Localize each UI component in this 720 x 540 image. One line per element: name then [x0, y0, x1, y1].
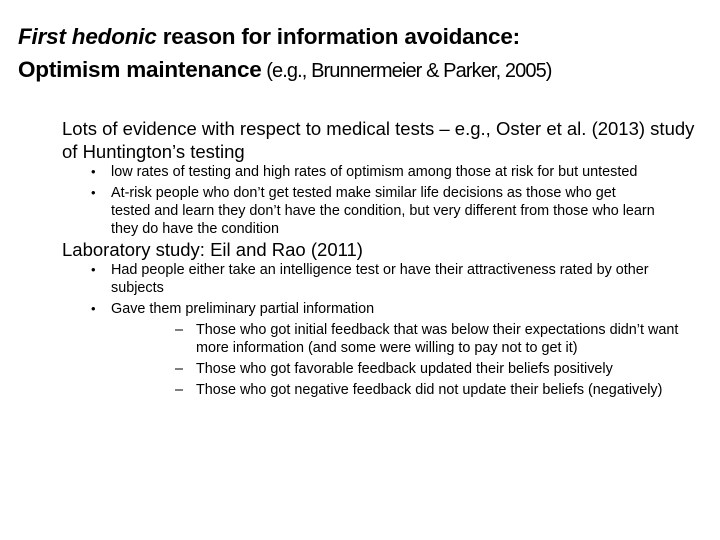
sub-bullet-item — [111, 381, 702, 399]
title-line-2 — [18, 53, 708, 88]
title-text: reason for information avoidance: — [156, 24, 520, 49]
bullet-item — [62, 300, 702, 399]
sub-bullet-list — [111, 321, 702, 399]
sub-bullet-item — [111, 360, 702, 378]
title-line-1 — [18, 20, 708, 53]
section-heading: Lots of evidence with respect to medical tests – e.g., Oster et al. (2013) study of Huntington’s testing — [62, 118, 695, 162]
sub-bullet-item — [111, 321, 702, 357]
slide-body — [62, 117, 702, 399]
section-heading: Laboratory study: Eil and Rao (2011) — [62, 239, 363, 260]
slide-title — [18, 20, 708, 88]
bullet-item — [62, 184, 702, 238]
sub-bullet-text: – Those who got initial feedback that was below their expectations didn’t want more information (and some were willing to pay not to get it) — [196, 322, 679, 356]
subtitle-text: Optimism maintenance — [18, 57, 262, 82]
bullet-item — [62, 163, 702, 181]
bullet-text: • Gave them preliminary partial information — [111, 301, 375, 317]
sub-bullet-text: – Those who got favorable feedback updated their beliefs positively — [196, 361, 613, 377]
bullet-text: • low rates of testing and high rates of optimism among those at risk for but untested — [111, 164, 638, 180]
bullet-text: • Had people either take an intelligence test or have their attractiveness rated by other subjects — [111, 262, 649, 296]
bullet-list — [62, 261, 702, 399]
title-citation: (e.g., Brunnermeier & Parker, 2005) — [261, 60, 552, 82]
title-emphasis: First hedonic — [18, 24, 157, 49]
bullet-list — [62, 163, 702, 238]
sub-bullet-text: – Those who got negative feedback did not update their beliefs (negatively) — [196, 382, 663, 398]
bullet-text: • At-risk people who don’t get tested make similar life decisions as those who get tested and learn they don’t have the condition, but very different from those who learn they do have the condition — [111, 185, 655, 237]
bullet-item — [62, 261, 702, 297]
